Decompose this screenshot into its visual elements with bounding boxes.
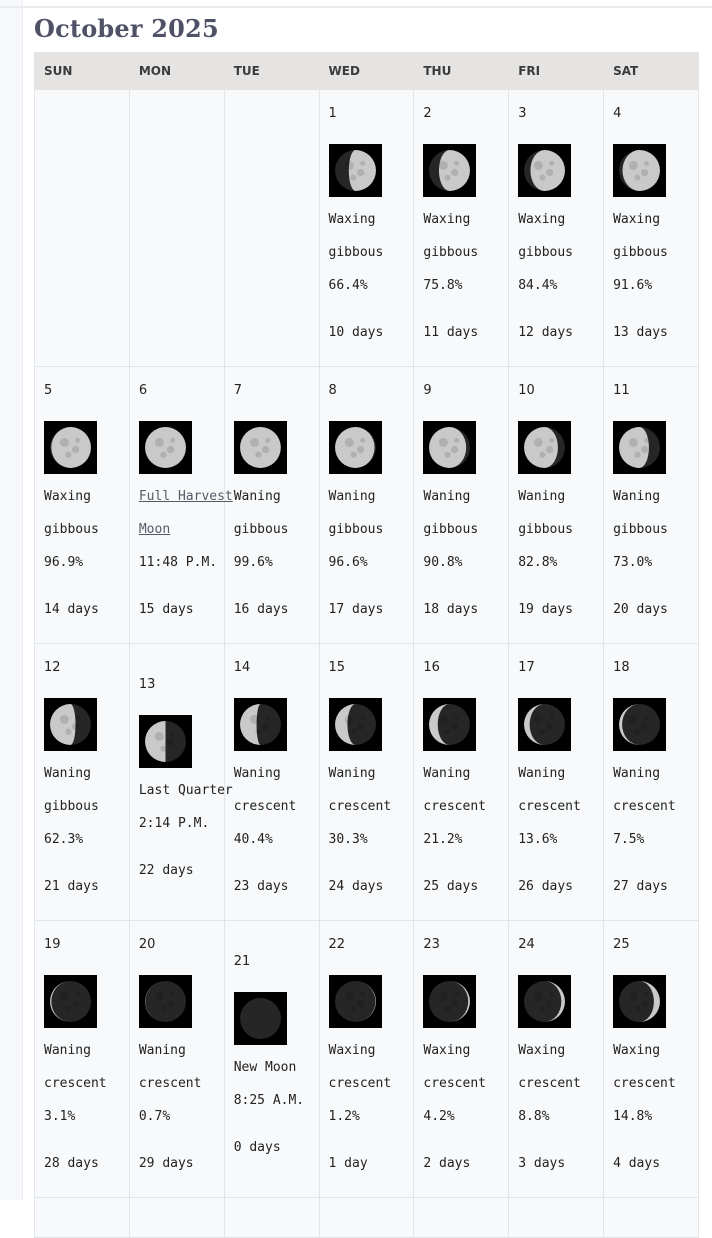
- day-cell-content: [44, 921, 129, 1197]
- phase-text-line: Waning: [44, 766, 91, 781]
- day-number: 25: [613, 937, 630, 952]
- phase-text-line: 96.9%: [44, 555, 84, 570]
- day-cell-content: [423, 367, 508, 643]
- phase-text-line: 11:48 P.M.: [138, 555, 218, 570]
- day-cell: [129, 367, 233, 644]
- moon-phase-icon: [234, 992, 287, 1045]
- moon-phase-icon: [329, 975, 382, 1028]
- moon-phase-icon: [329, 698, 382, 751]
- phase-text-line: crescent: [423, 799, 486, 814]
- phase-text-line: gibbous: [328, 245, 384, 260]
- moon-phase-details: [329, 480, 384, 626]
- day-cell: [129, 1198, 224, 1238]
- moon-age-days: 18 days: [423, 602, 479, 617]
- moon-phase-details: [613, 203, 668, 349]
- day-cell-content: [329, 644, 414, 920]
- empty-day-cell: [224, 90, 319, 367]
- moon-age-days: 24 days: [328, 879, 384, 894]
- phase-text-line: 8.8%: [518, 1109, 550, 1124]
- weekday-wed: WED: [319, 53, 414, 90]
- day-cell: [224, 1198, 319, 1238]
- moon-age-days: 17 days: [328, 602, 384, 617]
- phase-text-line: crescent: [613, 799, 676, 814]
- moon-phase-details: [234, 480, 289, 626]
- phase-text-line: Waning: [328, 766, 376, 781]
- day-number: 19: [44, 937, 61, 952]
- calendar-title: October 2025: [34, 14, 219, 43]
- phase-text-line: Waxing: [328, 1043, 376, 1058]
- day-number: 7: [233, 383, 242, 398]
- moon-phase-icon: [518, 975, 571, 1028]
- moon-age-days: 13 days: [613, 325, 668, 340]
- moon-phase-details: [44, 1034, 107, 1180]
- day-cell-content: [423, 90, 508, 366]
- day-number: 16: [423, 660, 440, 675]
- moon-phase-details: [423, 480, 478, 626]
- moon-age-days: 27 days: [613, 879, 668, 894]
- day-cell: [414, 644, 509, 921]
- week-row: [35, 921, 699, 1198]
- day-cell-content: [613, 921, 698, 1197]
- moon-age-days: 4 days: [613, 1156, 661, 1171]
- moon-phase-details: [44, 757, 99, 903]
- phase-text-line: Waning: [613, 489, 661, 504]
- phase-text-line: 14.8%: [613, 1109, 653, 1124]
- phase-text-line: 1.2%: [328, 1109, 360, 1124]
- full-moon-link[interactable]: Full Harvest: [138, 489, 233, 504]
- moon-phase-icon: [518, 421, 571, 474]
- day-cell: [319, 644, 414, 921]
- day-number: 4: [613, 106, 622, 121]
- moon-age-days: 21 days: [44, 879, 99, 894]
- moon-phase-details: [518, 757, 581, 903]
- phase-text-line: gibbous: [44, 799, 99, 814]
- day-cell: [604, 367, 699, 644]
- moon-age-days: 12 days: [518, 325, 574, 340]
- day-cell-content: [613, 644, 698, 920]
- phase-text-line: 13.6%: [518, 832, 558, 847]
- moon-age-days: 14 days: [44, 602, 99, 617]
- moon-age-days: 22 days: [138, 863, 194, 878]
- phase-text-line: gibbous: [613, 522, 668, 537]
- phase-text-line: 4.2%: [423, 1109, 455, 1124]
- day-number: 18: [613, 660, 630, 675]
- phase-text-line: Waxing: [518, 212, 566, 227]
- phase-text-line: crescent: [518, 1076, 581, 1091]
- phase-text-line: 21.2%: [423, 832, 463, 847]
- moon-phase-icon: [139, 975, 192, 1028]
- day-cell-content: [329, 367, 414, 643]
- phase-text-line: 62.3%: [44, 832, 84, 847]
- day-cell: [224, 367, 319, 644]
- phase-text-line: 99.6%: [233, 555, 273, 570]
- phase-text-line: Waning: [423, 766, 471, 781]
- moon-phase-details: [518, 203, 573, 349]
- moon-phase-icon: [139, 715, 192, 768]
- moon-phase-icon: [139, 421, 192, 474]
- phase-text-line: crescent: [328, 799, 392, 814]
- day-cell: [509, 1198, 604, 1238]
- phase-text-line: 30.3%: [328, 832, 368, 847]
- moon-phase-icon: [613, 421, 666, 474]
- moon-phase-icon: [44, 421, 97, 474]
- moon-phase-icon: [423, 975, 476, 1028]
- phase-text-line: 73.0%: [613, 555, 653, 570]
- weekday-header-row: [35, 53, 699, 90]
- phase-text-line: 0.7%: [138, 1109, 171, 1124]
- phase-text-line: Waxing: [613, 212, 661, 227]
- phase-text-line: Waning: [423, 489, 471, 504]
- phase-text-line: Last Quarter: [138, 783, 233, 798]
- phase-text-line: gibbous: [233, 522, 289, 537]
- moon-phase-details: [518, 480, 573, 626]
- moon-phase-details: [139, 1034, 202, 1180]
- phase-text-line: gibbous: [44, 522, 99, 537]
- moon-age-days: 28 days: [44, 1156, 99, 1171]
- moon-phase-calendar: [34, 52, 699, 1238]
- phase-text-line: 75.8%: [423, 278, 463, 293]
- phase-text-line: 90.8%: [423, 555, 463, 570]
- moon-age-days: 16 days: [233, 602, 289, 617]
- moon-phase-icon: [423, 421, 476, 474]
- phase-text-line: Waxing: [613, 1043, 661, 1058]
- day-cell: [129, 644, 233, 921]
- day-cell-content: [518, 644, 603, 920]
- moon-phase-details: [613, 757, 676, 903]
- phase-text-line: Waning: [613, 766, 661, 781]
- full-moon-link[interactable]: Moon: [138, 522, 171, 537]
- day-number: 24: [518, 937, 535, 952]
- day-cell: [414, 90, 509, 367]
- day-cell-content: [234, 644, 319, 920]
- phase-text-line: Waning: [328, 489, 376, 504]
- weekday-fri: FRI: [509, 53, 604, 90]
- phase-text-line: gibbous: [423, 245, 479, 260]
- phase-text-line: Waxing: [423, 212, 471, 227]
- moon-phase-details: [613, 480, 668, 626]
- day-cell-content: [518, 90, 603, 366]
- phase-text-line: Waning: [44, 1043, 91, 1058]
- phase-text-line: gibbous: [423, 522, 479, 537]
- phase-text-line: 96.6%: [328, 555, 368, 570]
- day-cell: [319, 367, 414, 644]
- weekday-thu: THU: [414, 53, 509, 90]
- page-sidebar-strip: [0, 0, 23, 1200]
- phase-text-line: 66.4%: [328, 278, 368, 293]
- phase-text-line: gibbous: [328, 522, 384, 537]
- phase-text-line: 3.1%: [44, 1109, 76, 1124]
- moon-phase-icon: [329, 144, 382, 197]
- day-number: 20: [138, 937, 156, 952]
- day-cell: [35, 644, 130, 921]
- day-number: 3: [518, 106, 527, 121]
- moon-age-days: 20 days: [613, 602, 668, 617]
- day-cell: [224, 644, 319, 921]
- day-cell-content: [613, 90, 698, 366]
- day-cell: [414, 921, 509, 1198]
- weekday-mon: MON: [129, 53, 224, 90]
- day-cell-content: [138, 644, 233, 920]
- day-cell-content: [234, 921, 319, 1197]
- moon-age-days: 15 days: [138, 602, 194, 617]
- phase-text-line: gibbous: [518, 522, 574, 537]
- day-cell: [509, 921, 604, 1198]
- moon-phase-details: [518, 1034, 581, 1180]
- day-cell: [509, 367, 604, 644]
- day-number: 5: [44, 383, 53, 398]
- moon-phase-details: [329, 757, 392, 903]
- day-number: 11: [613, 383, 630, 398]
- moon-phase-icon: [44, 975, 97, 1028]
- day-cell-content: [613, 367, 698, 643]
- moon-phase-icon: [613, 975, 666, 1028]
- moon-phase-details: [423, 1034, 486, 1180]
- phase-text-line: Waning: [233, 766, 281, 781]
- phase-text-line: crescent: [613, 1076, 676, 1091]
- phase-text-line: Waxing: [328, 212, 376, 227]
- day-cell: [35, 1198, 130, 1238]
- phase-text-line: 8:25 A.M.: [233, 1093, 305, 1108]
- moon-phase-details: [234, 757, 297, 903]
- phase-text-line: Waning: [233, 489, 281, 504]
- phase-text-line: Waxing: [423, 1043, 471, 1058]
- day-cell-content: [139, 921, 224, 1197]
- week-row: [35, 90, 699, 367]
- moon-phase-details: [44, 480, 99, 626]
- phase-text-line: 84.4%: [518, 278, 558, 293]
- day-cell: [129, 921, 224, 1198]
- moon-phase-icon: [44, 698, 97, 751]
- day-cell: [604, 644, 699, 921]
- moon-phase-icon: [613, 698, 666, 751]
- moon-phase-details: [139, 480, 233, 626]
- moon-phase-icon: [329, 421, 382, 474]
- day-cell-content: [138, 367, 233, 643]
- day-number: 2: [423, 106, 432, 121]
- week-row-partial: [35, 1198, 699, 1238]
- moon-phase-icon: [613, 144, 666, 197]
- day-cell-content: [423, 644, 508, 920]
- moon-phase-details: [423, 757, 486, 903]
- day-cell: [604, 90, 699, 367]
- day-cell: [604, 1198, 699, 1238]
- moon-phase-details: [139, 774, 233, 887]
- weekday-sat: SAT: [604, 53, 699, 90]
- day-number: 9: [423, 383, 432, 398]
- phase-text-line: 2:14 P.M.: [138, 816, 210, 831]
- day-cell-content: [234, 367, 319, 643]
- moon-age-days: 11 days: [423, 325, 479, 340]
- week-row: [35, 644, 699, 921]
- moon-phase-icon: [518, 144, 571, 197]
- day-cell: [509, 90, 604, 367]
- day-cell-content: [44, 644, 129, 920]
- day-cell-content: [329, 90, 414, 366]
- moon-phase-icon: [234, 698, 287, 751]
- moon-phase-icon: [423, 698, 476, 751]
- moon-phase-details: [613, 1034, 676, 1180]
- day-cell: [509, 644, 604, 921]
- phase-text-line: 40.4%: [233, 832, 273, 847]
- moon-phase-details: [329, 1034, 392, 1180]
- day-cell-content: [518, 367, 603, 643]
- moon-phase-details: [423, 203, 478, 349]
- moon-age-days: 25 days: [423, 879, 479, 894]
- day-cell: [414, 1198, 509, 1238]
- phase-text-line: crescent: [423, 1076, 486, 1091]
- week-row: [35, 367, 699, 644]
- phase-text-line: crescent: [518, 799, 581, 814]
- day-number: 17: [518, 660, 535, 675]
- moon-age-days: 0 days: [233, 1140, 281, 1155]
- phase-text-line: Waxing: [518, 1043, 566, 1058]
- moon-age-days: 23 days: [233, 879, 289, 894]
- phase-text-line: Waxing: [44, 489, 91, 504]
- day-cell-content: [423, 921, 508, 1197]
- moon-phase-icon: [423, 144, 476, 197]
- day-cell: [35, 367, 130, 644]
- phase-text-line: crescent: [44, 1076, 107, 1091]
- day-cell: [604, 921, 699, 1198]
- moon-age-days: 1 day: [328, 1156, 368, 1171]
- phase-text-line: 91.6%: [613, 278, 653, 293]
- moon-phase-icon: [234, 421, 287, 474]
- day-cell: [35, 921, 130, 1198]
- phase-text-line: 82.8%: [518, 555, 558, 570]
- moon-age-days: 19 days: [518, 602, 574, 617]
- phase-text-line: Waning: [518, 766, 566, 781]
- moon-age-days: 26 days: [518, 879, 574, 894]
- day-cell: [224, 921, 319, 1198]
- weekday-sun: SUN: [35, 53, 130, 90]
- phase-text-line: gibbous: [518, 245, 574, 260]
- day-number: 13: [138, 677, 156, 692]
- moon-age-days: 29 days: [138, 1156, 194, 1171]
- day-cell: [414, 367, 509, 644]
- phase-text-line: Waning: [518, 489, 566, 504]
- day-cell: [319, 90, 414, 367]
- top-divider: [0, 6, 712, 8]
- day-cell-content: [329, 921, 414, 1197]
- day-number: 1: [328, 106, 337, 121]
- empty-day-cell: [129, 90, 224, 367]
- weekday-tue: TUE: [224, 53, 319, 90]
- day-number: 21: [233, 954, 251, 969]
- moon-phase-icon: [518, 698, 571, 751]
- day-number: 6: [138, 383, 148, 398]
- day-number: 14: [233, 660, 251, 675]
- moon-phase-details: [329, 203, 384, 349]
- phase-text-line: New Moon: [233, 1060, 297, 1075]
- day-number: 12: [44, 660, 61, 675]
- phase-text-line: crescent: [328, 1076, 392, 1091]
- moon-age-days: 2 days: [423, 1156, 471, 1171]
- moon-age-days: 3 days: [518, 1156, 566, 1171]
- moon-age-days: 10 days: [328, 325, 384, 340]
- day-number: 22: [328, 937, 346, 952]
- phase-text-line: Waning: [138, 1043, 186, 1058]
- phase-text-line: 7.5%: [613, 832, 645, 847]
- day-number: 10: [518, 383, 535, 398]
- day-cell-content: [44, 367, 129, 643]
- day-number: 15: [328, 660, 346, 675]
- phase-text-line: crescent: [233, 799, 297, 814]
- phase-text-line: crescent: [138, 1076, 202, 1091]
- moon-phase-details: [234, 1051, 304, 1164]
- day-cell: [319, 921, 414, 1198]
- day-number: 8: [328, 383, 337, 398]
- empty-day-cell: [35, 90, 130, 367]
- day-cell: [319, 1198, 414, 1238]
- phase-text-line: gibbous: [613, 245, 668, 260]
- day-number: 23: [423, 937, 440, 952]
- day-cell-content: [518, 921, 603, 1197]
